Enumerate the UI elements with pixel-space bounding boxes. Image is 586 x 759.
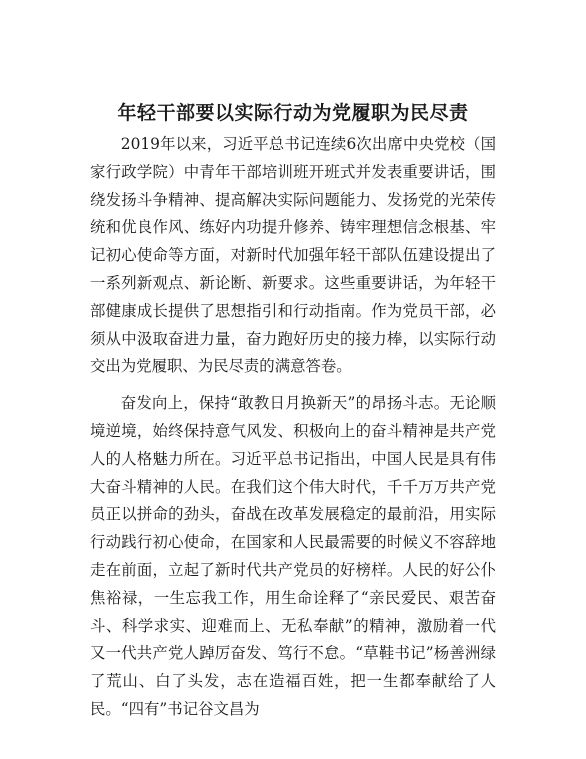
document-title: 年轻干部要以实际行动为党履职为民尽责 xyxy=(117,102,469,124)
paragraph-2: 奋发向上，保持“敢教日月换新天”的昂扬斗志。无论顺境逆境，始终保持意气风发、积极向上的奋斗精神是共产党人的人格魅力所在。习近平总书记指出，中国人民是具有伟大奋斗精神的人民。在我们这个伟大时代，千千万万共产党员正以拼命的劲头，奋战在改革发展稳定的最前沿，用实际行动践行初心使命，在国家和人民最需要的时候义不容辞地走在前面，立起了新时代共产党员的好榜样。人民的好公仆焦裕禄，一生忘我工作，用生命诠释了“亲民爱民、艰苦奋斗、科学求实、迎难而上、无私奉献”的精神，激励着一代又一代共产党人踔厉奋发、笃行不怠。“草鞋书记”杨善洲绿了荒山、白了头发，志在造福百姓，把一生都奉献给了人民。“四有”书记谷文昌为 xyxy=(90,394,496,718)
paragraph-1: 2019年以来，习近平总书记连续6次出席中央党校（国家行政学院）中青年干部培训班开班式并发表重要讲话，围绕发扬斗争精神、提高解决实际问题能力、发扬党的光荣传统和优良作风、练好内功提升修养、铸牢理想信念根基、牢记初心使命等方面，对新时代加强年轻干部队伍建设提出了一系列新观点、新论断、新要求。这些重要讲话，为年轻干部健康成长提供了思想指引和行动指南。作为党员干部，必须从中汲取奋进力量，奋力跑好历史的接力棒，以实际行动交出为党履职、为民尽责的满意答卷。 xyxy=(90,135,496,376)
